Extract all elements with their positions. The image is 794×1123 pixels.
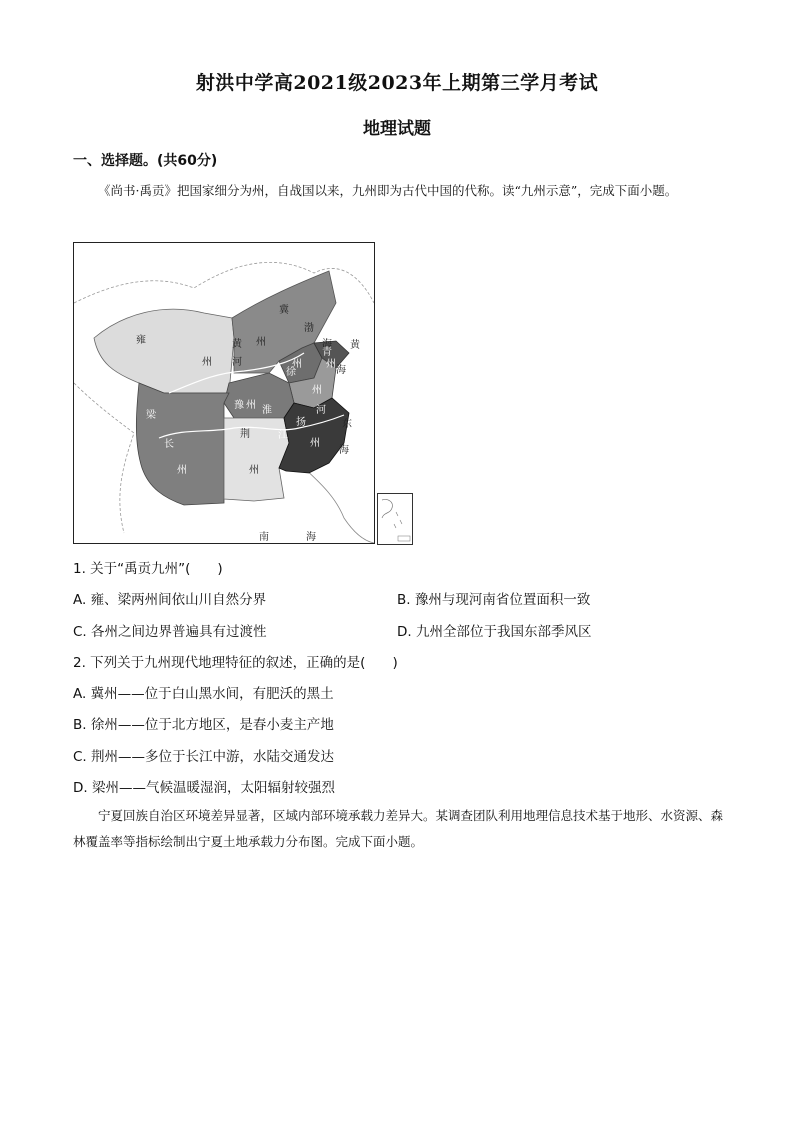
label-bohai-1: 渤 xyxy=(304,323,314,334)
label-donghai-2: 海 xyxy=(339,445,349,456)
label-xu: 徐 xyxy=(286,367,296,378)
label-liang: 梁 xyxy=(146,410,156,421)
label-nanhai-1: 南 xyxy=(259,532,269,543)
label-ji-zhou: 州 xyxy=(256,337,266,348)
region-yu xyxy=(224,373,294,418)
label-huai: 淮 xyxy=(262,405,272,416)
inset-caption-box xyxy=(398,536,410,541)
label-liang-zhou: 州 xyxy=(177,465,187,476)
label-huanghai-2: 海 xyxy=(336,365,346,376)
label-xu-zhou: 州 xyxy=(312,385,322,396)
section-heading: 一、选择题。(共60分) xyxy=(73,153,218,169)
label-qing-zhou: 州 xyxy=(326,359,336,370)
label-yong: 雍 xyxy=(136,335,146,346)
label-changjiang-chang: 长 xyxy=(164,439,174,450)
label-huanghe-1: 黄 xyxy=(232,339,242,350)
label-huanghe-2: 河 xyxy=(232,357,242,368)
region-yong xyxy=(94,309,234,393)
label-changjiang-jiang: 江 xyxy=(278,430,288,441)
label-nanhai-2: 海 xyxy=(306,532,316,543)
label-huanghai-1: 黄 xyxy=(350,340,360,351)
label-qing: 青 xyxy=(322,347,332,358)
subject-title: 地理试题 xyxy=(363,119,431,139)
label-yong-zhou: 州 xyxy=(202,357,212,368)
inset-svg xyxy=(378,494,412,544)
passage-2: 宁夏回族自治区环境差异显著，区域内部环境承载力差异大。某调查团队利用地理信息技术基于地形、水资源、森林覆盖率等指标绘制出宁夏土地承载力分布图。完成下面小题。 xyxy=(73,808,724,849)
q2-option-c[interactable]: C. 荆州——多位于长江中游，水陆交通发达 xyxy=(73,749,335,765)
south-china-sea-inset xyxy=(377,493,413,545)
inset-dash-line xyxy=(394,512,402,528)
label-yu-zhou: 州 xyxy=(246,400,256,411)
region-yang xyxy=(279,398,349,473)
label-yu: 豫 xyxy=(234,400,244,411)
map-svg xyxy=(74,243,374,543)
label-huai-he: 河 xyxy=(316,405,326,416)
label-yang-zhou: 州 xyxy=(310,438,320,449)
label-jing-zhou: 州 xyxy=(249,465,259,476)
label-donghai-1: 东 xyxy=(342,419,352,430)
passage-1: 《尚书·禹贡》把国家细分为州，自战国以来，九州即为古代中国的代称。读“九州示意”，完成下面小题。 xyxy=(98,183,678,198)
south-coast-line xyxy=(299,463,374,543)
nine-provinces-map xyxy=(73,242,375,544)
region-liang xyxy=(136,383,229,505)
q2-option-a[interactable]: A. 冀州——位于白山黑水间，有肥沃的黑土 xyxy=(73,686,334,702)
q2-option-d[interactable]: D. 梁州——气候温暖湿润，太阳辐射较强烈 xyxy=(73,780,335,796)
southwest-border-line xyxy=(74,383,134,533)
label-bohai-2: 海 xyxy=(322,339,332,350)
label-yang: 扬 xyxy=(296,417,306,428)
q1-option-b[interactable]: B. 豫州与现河南省位置面积一致 xyxy=(397,592,591,608)
label-jing: 荆 xyxy=(240,429,250,440)
q1-option-d[interactable]: D. 九州全部位于我国东部季风区 xyxy=(397,624,592,640)
q1-option-c[interactable]: C. 各州之间边界普遍具有过渡性 xyxy=(73,624,267,640)
q2-option-b[interactable]: B. 徐州——位于北方地区，是春小麦主产地 xyxy=(73,717,334,733)
q1-option-a[interactable]: A. 雍、梁两州间依山川自然分界 xyxy=(73,592,267,608)
inset-coast xyxy=(382,499,392,518)
question-2-stem: 2. 下列关于九州现代地理特征的叙述，正确的是( ) xyxy=(73,655,398,671)
label-ji: 冀 xyxy=(279,305,289,316)
question-1-stem: 1. 关于“禹贡九州”( ) xyxy=(73,561,223,577)
exam-title: 射洪中学高2021级2023年上期第三学月考试 xyxy=(195,72,599,94)
label-yan-zhou: 州 xyxy=(292,359,302,370)
